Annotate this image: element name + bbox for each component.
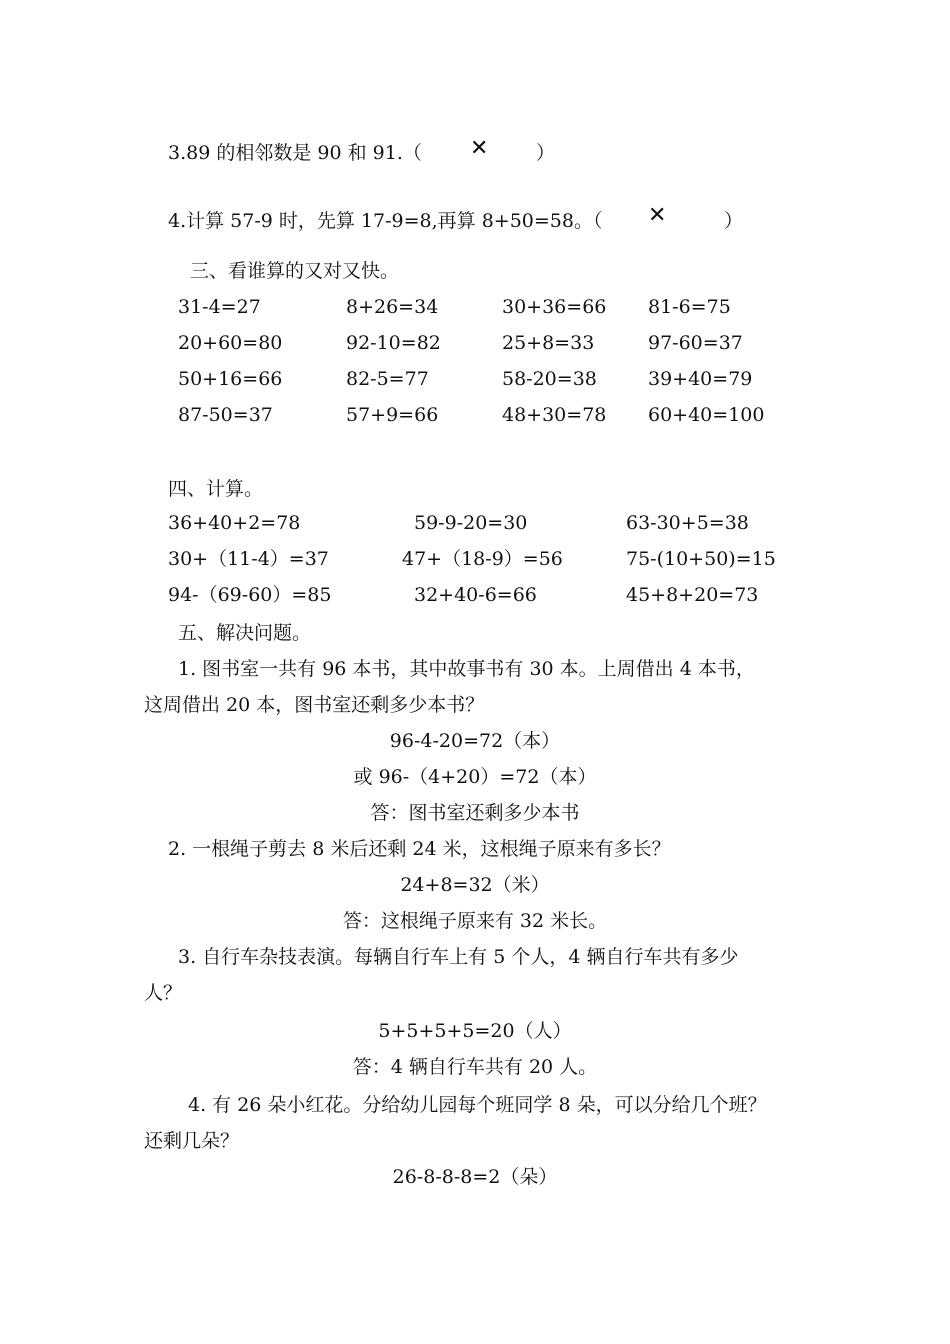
calc-item: 47+（18-9）=56	[402, 548, 563, 570]
calc-item: 58-20=38	[502, 368, 597, 390]
problem4-line2: 还剩几朵？	[144, 1130, 240, 1152]
calc-item: 60+40=100	[648, 404, 765, 426]
judge-q4-close: ）	[724, 210, 744, 232]
calc-item: 45+8+20=73	[626, 584, 759, 606]
judge-q4	[168, 208, 603, 234]
cross-icon: ✕	[648, 203, 667, 228]
problem4-line1: 4. 有 26 朵小红花。分给幼儿园每个班同学 8 朵，可以分给几个班？	[188, 1094, 767, 1116]
calc-item: 92-10=82	[346, 332, 441, 354]
calc-item: 59-9-20=30	[414, 512, 528, 534]
calc-item: 25+8=33	[502, 332, 595, 354]
calc-item: 39+40=79	[648, 368, 753, 390]
calc-item: 97-60=37	[648, 332, 743, 354]
calc-item: 36+40+2=78	[168, 512, 301, 534]
section5-title: 五、解决问题。	[178, 622, 312, 644]
problem3-line1: 3. 自行车杂技表演。每辆自行车上有 5 个人，4 辆自行车共有多少	[178, 946, 739, 968]
calc-item: 81-6=75	[648, 296, 731, 318]
calc-item: 63-30+5=38	[626, 512, 749, 534]
problem3-line2: 人？	[144, 982, 183, 1004]
calc-item: 75-(10+50)=15	[626, 548, 776, 570]
judge-q4-text: 4.计算 57-9 时，先算 17-9=8,再算 8+50=58。（	[168, 210, 603, 232]
calc-item: 20+60=80	[178, 332, 283, 354]
calc-item: 30+36=66	[502, 296, 607, 318]
problem3-answer: 答：4 辆自行车共有 20 人。	[352, 1056, 598, 1078]
calc-item: 48+30=78	[502, 404, 607, 426]
problem1-equation-alt: 或 96-（4+20）=72（本）	[353, 766, 597, 788]
calc-item: 31-4=27	[178, 296, 261, 318]
problem1-answer: 答：图书室还剩多少本书	[370, 802, 580, 824]
calc-item: 57+9=66	[346, 404, 439, 426]
judge-q3-close: ）	[536, 142, 556, 164]
judge-q3-text: 3.89 的相邻数是 90 和 91.（	[168, 142, 422, 164]
problem3-equation: 5+5+5+5=20（人）	[378, 1020, 572, 1042]
calc-item: 30+（11-4）=37	[168, 548, 329, 570]
problem2-answer: 答：这根绳子原来有 32 米长。	[342, 910, 608, 932]
calc-item: 82-5=77	[346, 368, 429, 390]
problem1-line2: 这周借出 20 本，图书室还剩多少本书？	[144, 694, 485, 716]
section3-title: 三、看谁算的又对又快。	[190, 260, 400, 282]
problem2-line1: 2. 一根绳子剪去 8 米后还剩 24 米，这根绳子原来有多长？	[168, 838, 671, 860]
problem1-equation: 96-4-20=72（本）	[389, 730, 561, 752]
calc-item: 94-（69-60）=85	[168, 584, 332, 606]
judge-q3	[168, 140, 422, 166]
calc-item: 87-50=37	[178, 404, 273, 426]
problem4-equation: 26-8-8-8=2（朵）	[392, 1166, 558, 1188]
calc-item: 32+40-6=66	[414, 584, 537, 606]
calc-item: 8+26=34	[346, 296, 439, 318]
problem2-equation: 24+8=32（米）	[400, 874, 550, 896]
section4-title: 四、计算。	[168, 478, 264, 500]
calc-item: 50+16=66	[178, 368, 283, 390]
cross-icon: ✕	[470, 136, 489, 161]
problem1-line1: 1. 图书室一共有 96 本书，其中故事书有 30 本。上周借出 4 本书，	[178, 658, 755, 680]
